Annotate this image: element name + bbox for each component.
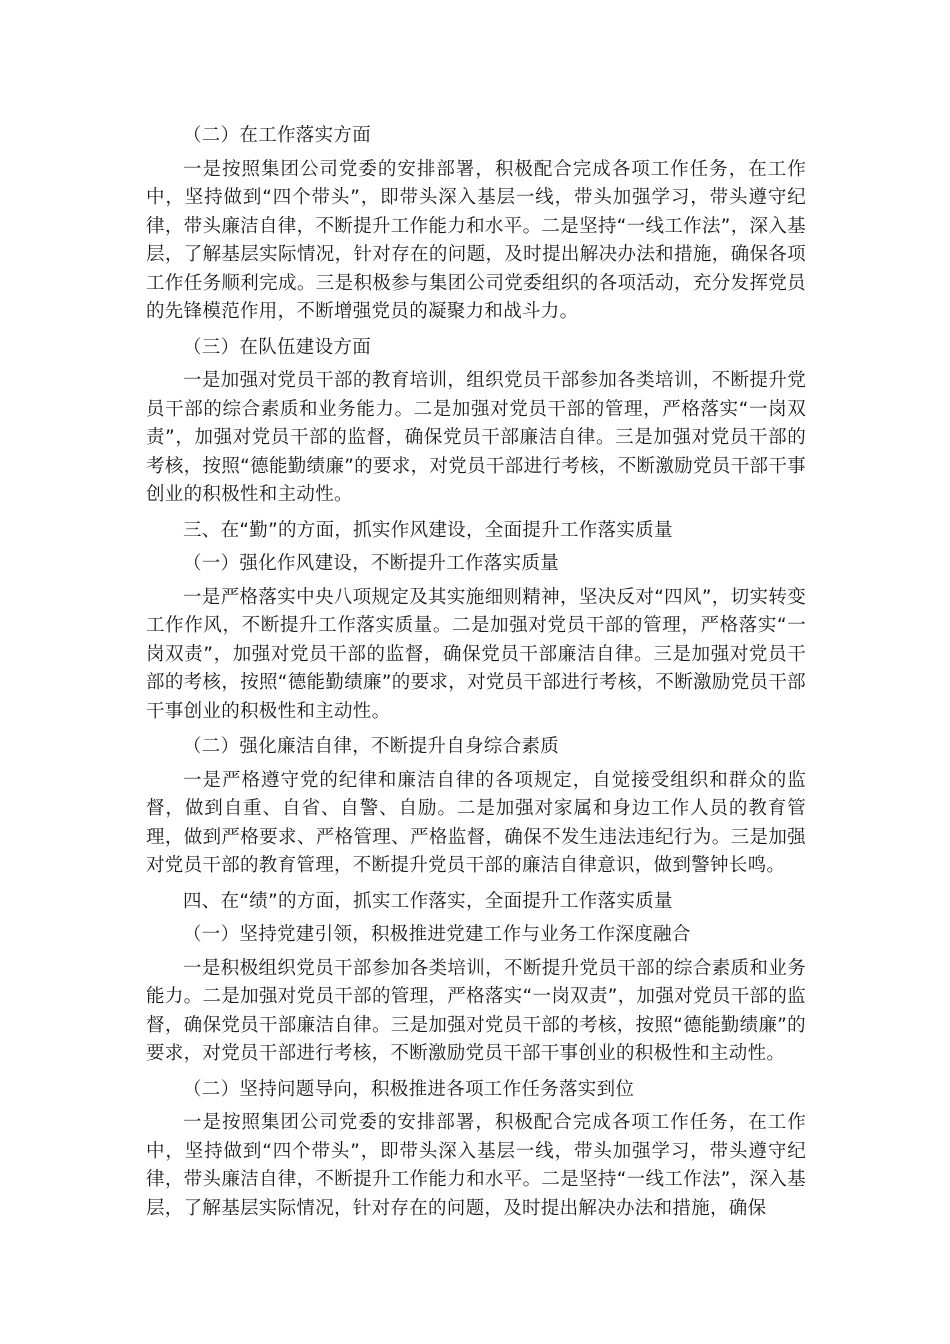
section-heading: （三）在队伍建设方面 <box>183 336 372 358</box>
section-heading: （一）强化作风建设，不断提升工作落实质量 <box>183 553 560 574</box>
document-page <box>146 122 806 1230</box>
body-paragraph: 一是按照集团公司党委的安排部署，积极配合完成各项工作任务，在工作中，坚持做到“四个带头”，即带头深入基层一线，带头加强学习，带头遵守纪律，带头廉洁自律，不断提升工作能力和水平。二是坚持“一线工作法”，深入基层，了解基层实际情况，针对存在的问题，及时提出解决办法和措施，确保 <box>146 1112 806 1219</box>
body-paragraph: 一是按照集团公司党委的安排部署，积极配合完成各项工作任务，在工作中，坚持做到“四个带头”，即带头深入基层一线，带头加强学习，带头遵守纪律，带头廉洁自律，不断提升工作能力和水平。二是坚持“一线工作法”，深入基层，了解基层实际情况，针对存在的问题，及时提出解决办法和措施，确保各项工作任务顺利完成。三是积极参与集团公司党委组织的各项活动，充分发挥党员的先锋模范作用，不断增强党员的凝聚力和战斗力。 <box>146 158 806 322</box>
section-heading: （二）在工作落实方面 <box>183 125 372 146</box>
body-paragraph: 一是严格遵守党的纪律和廉洁自律的各项规定，自觉接受组织和群众的监督，做到自重、自省、自警、自励。二是加强对家属和身边工作人员的教育管理，做到严格要求、严格管理、严格监督，确保不发生违法违纪行为。三是加强对党员干部的教育管理，不断提升党员干部的廉洁自律意识，做到警钟长鸣。 <box>146 769 806 876</box>
section-heading: （二）坚持问题导向，积极推进各项工作任务落实到位 <box>183 1078 635 1100</box>
body-paragraph: 一是积极组织党员干部参加各类培训，不断提升党员干部的综合素质和业务能力。二是加强对党员干部的管理，严格落实“一岗双责”，加强对党员干部的监督，确保党员干部廉洁自律。三是加强对党员干部的考核，按照“德能勤绩廉”的要求，对党员干部进行考核，不断激励党员干部干事创业的积极性和主动性。 <box>146 957 806 1064</box>
chapter-heading: 三、在“勤”的方面，抓实作风建设，全面提升工作落实质量 <box>183 519 673 541</box>
body-paragraph: 一是严格落实中央八项规定及其实施细则精神，坚决反对“四风”，切实转变工作作风，不断提升工作落实质量。二是加强对党员干部的管理，严格落实“一岗双责”，加强对党员干部的监督，确保党员干部廉洁自律。三是加强对党员干部的考核，按照“德能勤绩廉”的要求，对党员干部进行考核，不断激励党员干部干事创业的积极性和主动性。 <box>146 586 806 722</box>
section-heading: （二）强化廉洁自律，不断提升自身综合素质 <box>183 736 560 757</box>
body-paragraph: 一是加强对党员干部的教育培训，组织党员干部参加各类培训，不断提升党员干部的综合素质和业务能力。二是加强对党员干部的管理，严格落实“一岗双责”，加强对党员干部的监督，确保党员干部廉洁自律。三是加强对党员干部的考核，按照“德能勤绩廉”的要求，对党员干部进行考核，不断激励党员干部干事创业的积极性和主动性。 <box>146 370 806 505</box>
section-heading: （一）坚持党建引领，积极推进党建工作与业务工作深度融合 <box>183 924 691 945</box>
chapter-heading: 四、在“绩”的方面，抓实工作落实，全面提升工作落实质量 <box>183 890 673 912</box>
